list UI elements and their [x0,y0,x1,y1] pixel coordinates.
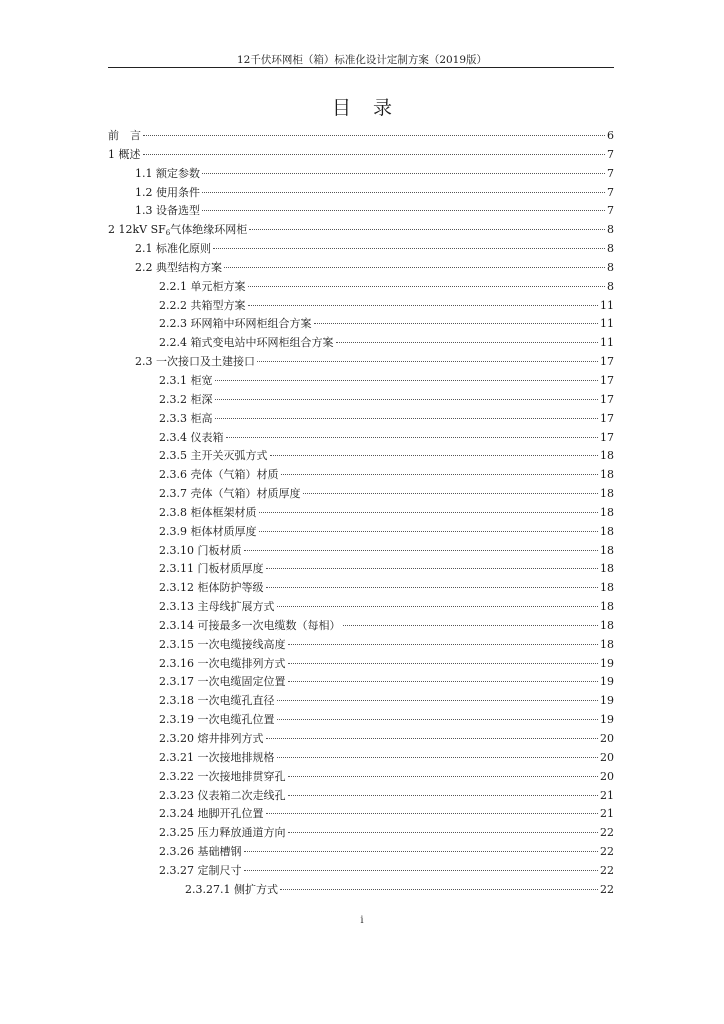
toc-entry-page: 17 [600,392,614,406]
toc-entry-page: 22 [600,826,614,840]
toc-entry-text: 一次电缆孔直径 [197,694,275,708]
toc-entry-page: 18 [600,487,614,501]
dot-leader [270,444,599,456]
toc-entry-page: 18 [600,543,614,557]
toc-entry-text: 前 言 [108,129,141,142]
toc-entry-number: 2.3.17 [159,675,194,689]
toc-entry-number: 2.3.9 [159,524,187,538]
toc-entry-label [159,655,286,674]
toc-entry-number: 2.2.3 [159,317,187,331]
toc-entry-label [159,410,213,429]
toc-entry-page: 11 [600,336,614,350]
toc-entry-number: 1.2 [135,185,153,199]
toc-entry-text: 箱式变电站中环网柜组合方案 [190,336,334,350]
toc-entry-page: 7 [607,147,614,161]
dot-leader [266,727,599,739]
dot-leader [215,388,599,400]
toc-entry-text: 仪表箱 [190,430,224,444]
dot-leader [280,878,598,890]
toc-entry-label [159,579,264,598]
toc-entry-page: 18 [600,468,614,482]
dot-leader [244,539,599,551]
toc-entry-page: 11 [600,298,614,312]
toc-entry-label [159,730,264,749]
toc-entry-label [159,372,213,391]
toc-entry-text: 环网箱中环网柜组合方案 [190,317,312,331]
dot-leader [248,294,599,306]
toc-entry-page: 20 [600,769,614,783]
toc-entry-label [159,523,257,542]
toc-entry-text: 门板材质 [197,543,242,557]
toc-entry-page: 19 [600,656,614,670]
toc-entry-page: 18 [600,637,614,651]
toc-entry-page: 18 [600,562,614,576]
toc-entry-page: 7 [607,166,614,180]
toc-entry-page: 7 [607,185,614,199]
toc-entry-label [159,315,312,334]
toc-entry-text: 共箱型方案 [190,298,246,312]
toc-entry-number: 2.2.1 [159,279,187,293]
toc-entry-label [135,202,200,221]
dot-leader [202,181,605,193]
toc-entry-page: 18 [600,524,614,538]
dot-leader [288,784,599,796]
toc-entry-page: 20 [600,750,614,764]
toc-entry-page: 17 [600,430,614,444]
toc-entry-text: 标准化原则 [156,242,211,256]
toc-entry-number: 2.2.4 [159,336,187,350]
toc-entry-page: 7 [607,204,614,218]
toc-entry-number: 2 [108,223,115,237]
dot-leader [244,859,599,871]
toc-entry-label [159,297,246,316]
toc-entry-text: 典型结构方案 [156,260,222,274]
toc-entry-label [159,636,286,655]
page-number: i [360,915,364,926]
toc-entry-text: 单元柜方案 [190,279,246,293]
dot-leader [303,482,599,494]
toc-entry-text: 一次接口及土建接口 [156,355,255,369]
toc-entry-text: 定制尺寸 [197,863,242,877]
toc-entry-label [159,391,213,410]
toc-entry-label [135,240,211,259]
toc-entry-text: 压力释放通道方向 [197,826,286,840]
toc-entry-text: 柜体框架材质 [190,505,257,519]
toc-entry-text: 主母线扩展方式 [197,600,275,614]
toc-entry-label [159,466,279,485]
dot-leader [215,369,599,381]
toc-entry-number: 2.3.21 [159,750,194,764]
toc-entry-text: 一次电缆固定位置 [197,675,286,689]
dot-leader [202,199,605,211]
toc-entry-page: 20 [600,732,614,745]
toc-entry-page: 22 [600,863,614,877]
toc-entry-number: 2.3.6 [159,468,187,482]
toc-entry-label [159,598,275,617]
toc-entry-label [159,862,242,881]
toc-entry-text: 一次电缆排列方式 [197,656,286,670]
toc-entry-text: 侧扩方式 [233,882,278,896]
toc-entry-page: 22 [600,845,614,859]
dot-leader [266,557,599,569]
toc-entry-number: 2.3.24 [159,807,194,821]
dot-leader [288,652,599,664]
toc-entry-text: 柜高 [190,411,213,425]
toc-entry-number: 1 [108,147,115,161]
dot-leader [259,501,599,513]
toc-entry-label [135,184,200,203]
dot-leader [213,237,605,249]
toc-entry-number: 2.3.3 [159,411,187,425]
toc-entry-text: 基础槽钢 [197,845,242,859]
toc-entry-number: 2.3.10 [159,543,194,557]
toc-entry-number: 2.3.1 [159,373,187,387]
toc-entry-label [135,165,200,184]
toc-entry-page: 22 [600,882,614,896]
toc-entry-page: 21 [600,788,614,802]
dot-leader [288,633,599,645]
toc-entry-number: 2.2 [135,260,153,274]
toc-entry-page: 18 [600,449,614,463]
dot-leader [257,350,598,362]
toc-entry-text: 主开关灭弧方式 [190,449,268,463]
dot-leader [249,218,605,230]
toc-entry-page: 8 [607,279,614,293]
toc-entry-text: 地脚开孔位置 [197,807,264,821]
toc-entry-label [159,278,246,297]
toc-entry-number: 2.3.11 [159,562,194,576]
toc-entry-number: 2.3.5 [159,449,187,463]
toc-entry-page: 18 [600,600,614,614]
toc-entry-page: 18 [600,618,614,632]
toc-entry-label [159,843,242,862]
toc-entry-label [159,560,264,579]
toc-entry-label [108,146,141,165]
toc-entry-number: 2.3.19 [159,713,194,727]
toc-entry-label [159,768,286,787]
table-of-contents [108,127,614,900]
toc-entry-text: 额定参数 [156,166,200,180]
toc-entry-text: 柜深 [190,392,213,406]
dot-leader [288,670,599,682]
toc-entry-number: 1.1 [135,166,153,180]
toc-entry-text: 一次电缆接线高度 [197,637,286,651]
toc-entry-number: 2.2.2 [159,298,187,312]
toc-entry-number: 2.3.16 [159,656,194,670]
toc-entry-number: 2.3.4 [159,430,187,444]
toc-entry-label [159,692,275,711]
toc-entry-page: 17 [600,355,614,369]
toc-entry-text: 柜体防护等级 [197,581,264,595]
dot-leader [343,614,599,626]
toc-entry-page: 17 [600,373,614,387]
toc-entry-label [135,259,222,278]
toc-entry-page: 19 [600,675,614,689]
dot-leader [288,765,599,777]
toc-entry-label [108,127,141,146]
dot-leader [277,689,599,701]
dot-leader [277,746,599,758]
header-rule [108,67,614,68]
page-title: 目录 [331,97,414,119]
dot-leader [266,802,599,814]
toc-entry[interactable] [108,881,614,900]
dot-leader [202,162,605,174]
toc-entry-label [159,504,257,523]
toc-entry-text: 设备选型 [156,204,200,218]
toc-entry-page: 21 [600,807,614,821]
toc-entry-label [159,749,275,768]
dot-leader [226,426,599,438]
toc-entry-page: 18 [600,581,614,595]
dot-leader [277,708,599,720]
toc-entry-number: 1.3 [135,204,153,218]
toc-entry-page: 18 [600,505,614,519]
toc-entry-text: 门板材质厚度 [197,562,264,576]
dot-leader [215,407,599,419]
toc-entry-page: 6 [607,129,614,142]
toc-entry-text: 12kV $SF_6$气体绝缘环网柜 [118,223,248,238]
dot-leader [336,331,599,343]
dot-leader [259,520,599,532]
toc-entry-text: 壳体（气箱）材质 [190,468,279,482]
toc-entry-text: 熔井排列方式 [197,732,264,745]
toc-entry-number: 2.3.14 [159,618,194,632]
toc-entry-number: 2.3.27 [159,863,194,877]
toc-entry-page: 17 [600,411,614,425]
dot-leader [143,124,605,136]
toc-entry-number: 2.3.20 [159,732,194,745]
toc-entry-text: 柜体材质厚度 [190,524,257,538]
toc-entry-number: 2.3.12 [159,581,194,595]
toc-entry-label [159,711,275,730]
toc-entry-number: 2.1 [135,242,153,256]
dot-leader [248,275,606,287]
toc-entry-number: 2.3.23 [159,788,194,802]
toc-entry-text: 仪表箱二次走线孔 [197,788,286,802]
dot-leader [143,143,606,155]
toc-entry-label [159,542,242,561]
toc-entry-page: 11 [600,317,614,331]
toc-entry-number: 2.3.27.1 [185,882,231,896]
toc-entry-text: 使用条件 [156,185,200,199]
toc-entry-text: 概述 [118,147,141,161]
toc-entry-number: 2.3.13 [159,600,194,614]
toc-entry-text: 一次接地排贯穿孔 [197,769,286,783]
toc-entry-number: 2.3.26 [159,845,194,859]
toc-entry-label [159,447,268,466]
toc-entry-number: 2.3.18 [159,694,194,708]
dot-leader [266,576,599,588]
toc-entry-number: 2.3.15 [159,637,194,651]
toc-entry-text: 一次电缆孔位置 [197,713,275,727]
toc-entry-text: 可接最多一次电缆数（每相） [197,618,341,632]
toc-entry-page: 8 [607,260,614,274]
toc-entry-number: 2.3 [135,355,153,369]
toc-entry-number: 2.3.22 [159,769,194,783]
toc-entry-label [159,805,264,824]
toc-entry-label [185,881,278,900]
toc-entry-number: 2.3.7 [159,487,187,501]
dot-leader [244,840,599,852]
toc-entry-number: 2.3.8 [159,505,187,519]
toc-entry-text: 一次接地排规格 [197,750,275,764]
dot-leader [277,595,599,607]
dot-leader [281,463,599,475]
toc-entry-page: 8 [607,242,614,256]
running-header: 12千伏环网柜（箱）标准化设计定制方案（2019版） [236,54,488,66]
toc-entry-number: 2.3.2 [159,392,187,406]
toc-entry-page: 8 [607,223,614,237]
toc-entry-page: 19 [600,694,614,708]
dot-leader [224,256,605,268]
toc-entry-page: 19 [600,713,614,727]
dot-leader [288,821,599,833]
toc-entry-number: 2.3.25 [159,826,194,840]
toc-entry-text: 壳体（气箱）材质厚度 [190,487,301,501]
dot-leader [314,312,599,324]
toc-entry-label [159,429,224,448]
toc-entry-label [159,673,286,692]
toc-entry-text: 柜宽 [190,373,213,387]
